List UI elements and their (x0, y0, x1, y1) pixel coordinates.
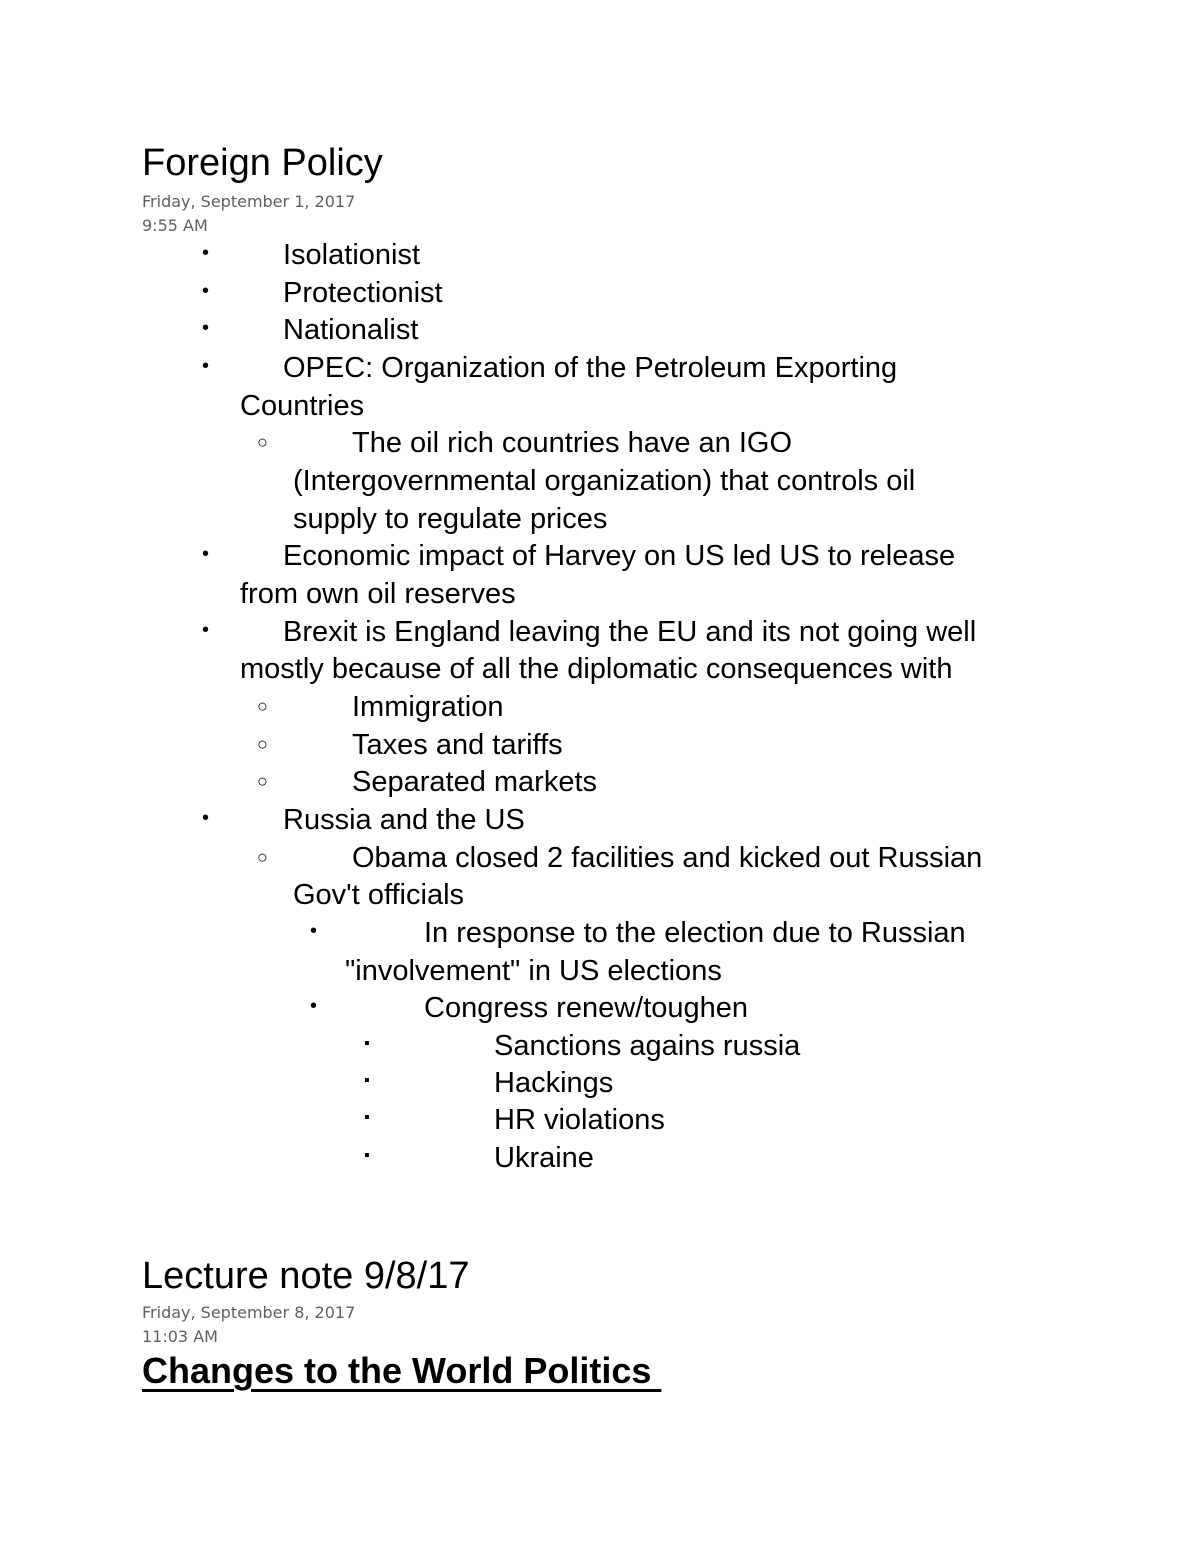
list-item-continuation: "involvement" in US elections (345, 955, 722, 987)
list-item-continuation: Countries (240, 390, 365, 422)
bullet-dot: • (202, 543, 210, 565)
bullet-dot: • (202, 355, 210, 377)
list-item: OPEC: Organization of the Petroleum Exporting (283, 352, 898, 384)
page-title: Foreign Policy (142, 142, 383, 184)
bullet-square: ▪ (364, 1109, 370, 1126)
bullet-dot: • (202, 242, 210, 264)
bullet-dot: • (202, 280, 210, 302)
list-item: The oil rich countries have an IGO (352, 427, 793, 459)
bullet-circle: ○ (257, 696, 268, 716)
section-title: Lecture note 9/8/17 (142, 1255, 470, 1297)
bullet-circle: ○ (257, 432, 268, 452)
list-item-continuation: mostly because of all the diplomatic consequences with (240, 653, 953, 685)
bullet-circle: ○ (257, 771, 268, 791)
list-item-continuation: from own oil reserves (240, 578, 516, 610)
bullet-dot: • (310, 920, 318, 942)
list-item: Congress renew/toughen (424, 992, 749, 1024)
section-heading: Changes to the World Politics (142, 1350, 662, 1391)
list-item: Protectionist (283, 277, 443, 309)
list-item-continuation: Gov't officials (293, 879, 465, 911)
note-date: Friday, September 1, 2017 (142, 192, 356, 211)
list-item: Hackings (494, 1067, 614, 1099)
list-item: Ukraine (494, 1142, 594, 1174)
bullet-square: ▪ (364, 1147, 370, 1164)
list-item: Russia and the US (283, 804, 525, 836)
list-item: Separated markets (352, 766, 598, 798)
bullet-circle: ○ (257, 847, 268, 867)
list-item: Sanctions agains russia (494, 1030, 801, 1062)
list-item: HR violations (494, 1104, 665, 1136)
list-item-continuation: (Intergovernmental organization) that controls oil (293, 465, 916, 497)
bullet-square: ▪ (364, 1035, 370, 1052)
bullet-dot: • (202, 317, 210, 339)
list-item: Obama closed 2 facilities and kicked out Russian (352, 842, 983, 874)
note-date: Friday, September 8, 2017 (142, 1303, 356, 1322)
bullet-dot: • (202, 619, 210, 641)
list-item: Isolationist (283, 239, 421, 271)
list-item: Taxes and tariffs (352, 729, 563, 761)
bullet-dot: • (310, 995, 318, 1017)
bullet-dot: • (202, 807, 210, 829)
note-time: 11:03 AM (142, 1327, 218, 1346)
note-time: 9:55 AM (142, 216, 208, 235)
list-item: Brexit is England leaving the EU and its not going well (283, 616, 977, 648)
list-item: Economic impact of Harvey on US led US to release (283, 540, 956, 572)
bullet-square: ▪ (364, 1072, 370, 1089)
list-item: In response to the election due to Russian (424, 917, 966, 949)
list-item: Immigration (352, 691, 504, 723)
bullet-circle: ○ (257, 734, 268, 754)
list-item: Nationalist (283, 314, 419, 346)
list-item-continuation: supply to regulate prices (293, 503, 608, 535)
